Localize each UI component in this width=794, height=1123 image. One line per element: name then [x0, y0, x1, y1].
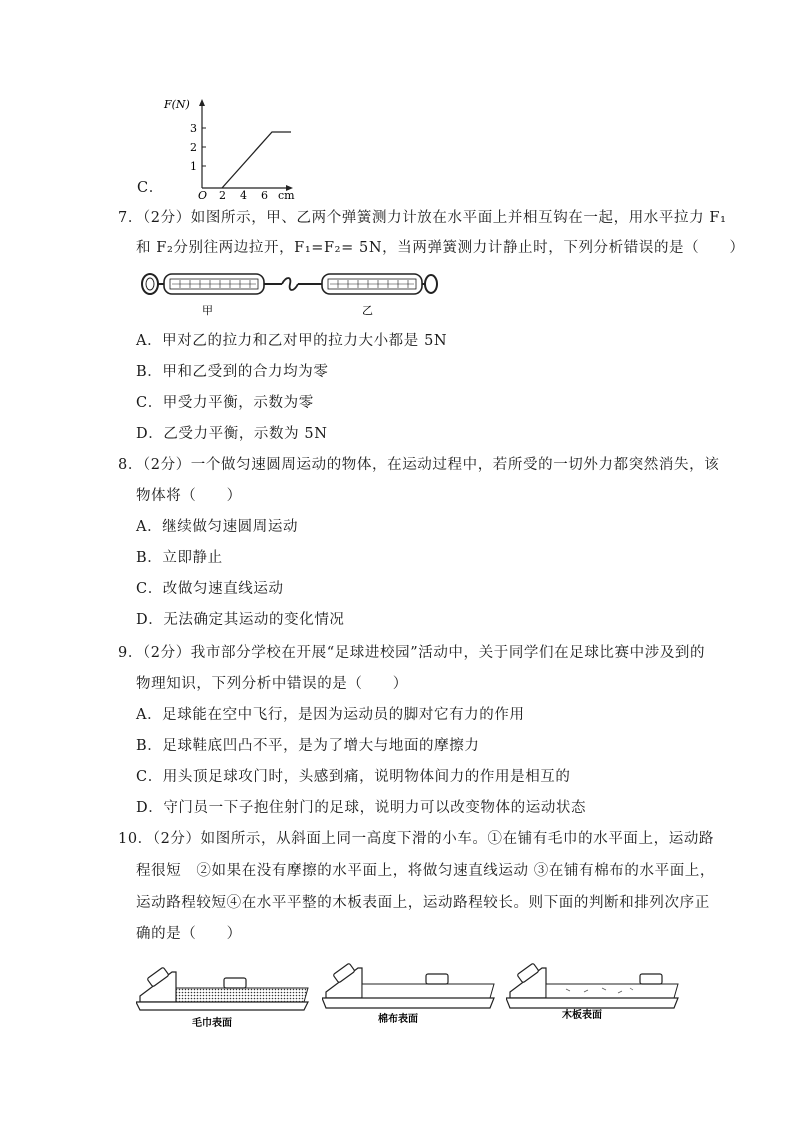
q7-option-b[interactable]: B．甲和乙受到的合力均为零 — [136, 364, 329, 380]
q8-line-1: 8．（2分）一个做匀速圆周运动的物体，在运动过程中，若所受的一切外力都突然消失，该 — [118, 457, 720, 473]
label-towel: 毛巾表面 — [192, 1018, 232, 1029]
q10-line-2: 程很短 ②如果在没有摩擦的水平面上，将做匀速直线运动 ③在铺有棉布的水平面上， — [136, 863, 716, 879]
q8-option-a[interactable]: A．继续做匀速圆周运动 — [136, 519, 299, 535]
ramp-figure-wood — [506, 958, 682, 1030]
y-tick-1: 1 — [190, 160, 197, 173]
q9-line-1: 9．（2分）我市部分学校在开展“足球进校园”活动中，关于同学们在足球比赛中涉及到的 — [118, 645, 706, 661]
origin-label: O — [198, 189, 208, 200]
ramp-figure-towel — [136, 958, 312, 1030]
x-axis-unit: cm — [278, 189, 295, 200]
q8-option-c[interactable]: C．改做匀速直线运动 — [136, 581, 284, 597]
y-tick-2: 2 — [190, 141, 197, 154]
q8-option-d[interactable]: D．无法确定其运动的变化情况 — [136, 612, 345, 628]
x-tick-6: 6 — [261, 189, 268, 200]
label-yi: 乙 — [362, 304, 373, 317]
q8-line-2: 物体将（ ） — [136, 488, 242, 504]
q8-option-b[interactable]: B．立即静止 — [136, 550, 223, 566]
x-tick-2: 2 — [219, 189, 226, 200]
y-axis-label: F(N) — [164, 98, 190, 111]
x-tick-4: 4 — [240, 189, 247, 200]
q9-option-b[interactable]: B．足球鞋底凹凸不平，是为了增大与地面的摩擦力 — [136, 738, 480, 754]
q9-option-a[interactable]: A．足球能在空中飞行，是因为运动员的脚对它有力的作用 — [136, 707, 525, 723]
q7-option-d[interactable]: D．乙受力平衡，示数为 5N — [136, 426, 328, 442]
label-wood: 木板表面 — [562, 1010, 602, 1021]
q10-line-4: 确的是（ ） — [136, 926, 242, 942]
option-c-label: C． — [137, 180, 164, 196]
q9-option-d[interactable]: D．守门员一下子抱住射门的足球，说明力可以改变物体的运动状态 — [136, 800, 587, 816]
q7-line-1: 7．（2分）如图所示，甲、乙两个弹簧测力计放在水平面上并相互钩在一起，用水平拉力 F₁ — [118, 210, 727, 226]
q7-line-2: 和 F₂分别往两边拉开，F₁=F₂= 5N，当两弹簧测力计静止时，下列分析错误的是（ ） — [136, 240, 745, 256]
spring-scales-figure — [140, 270, 440, 320]
ramp-figure-cotton — [322, 958, 498, 1030]
y-axis-arrow — [199, 99, 205, 106]
force-line — [222, 132, 291, 188]
q9-line-2: 物理知识，下列分析中错误的是（ ） — [136, 676, 408, 692]
label-cotton: 棉布表面 — [378, 1014, 418, 1025]
q9-option-c[interactable]: C．用头顶足球攻门时，头感到痛，说明物体间力的作用是相互的 — [136, 769, 571, 785]
y-tick-3: 3 — [190, 122, 197, 135]
q10-line-3: 运动路程较短④在水平平整的木板表面上，运动路程较长。则下面的判断和排列次序正 — [136, 895, 710, 911]
force-extension-graph — [160, 92, 300, 200]
label-jia: 甲 — [202, 304, 213, 317]
q7-option-c[interactable]: C．甲受力平衡，示数为零 — [136, 395, 314, 411]
q7-option-a[interactable]: A．甲对乙的拉力和乙对甲的拉力大小都是 5N — [136, 333, 448, 349]
q10-line-1: 10．（2分）如图所示，从斜面上同一高度下滑的小车。①在铺有毛巾的水平面上，运动路 — [118, 831, 715, 847]
